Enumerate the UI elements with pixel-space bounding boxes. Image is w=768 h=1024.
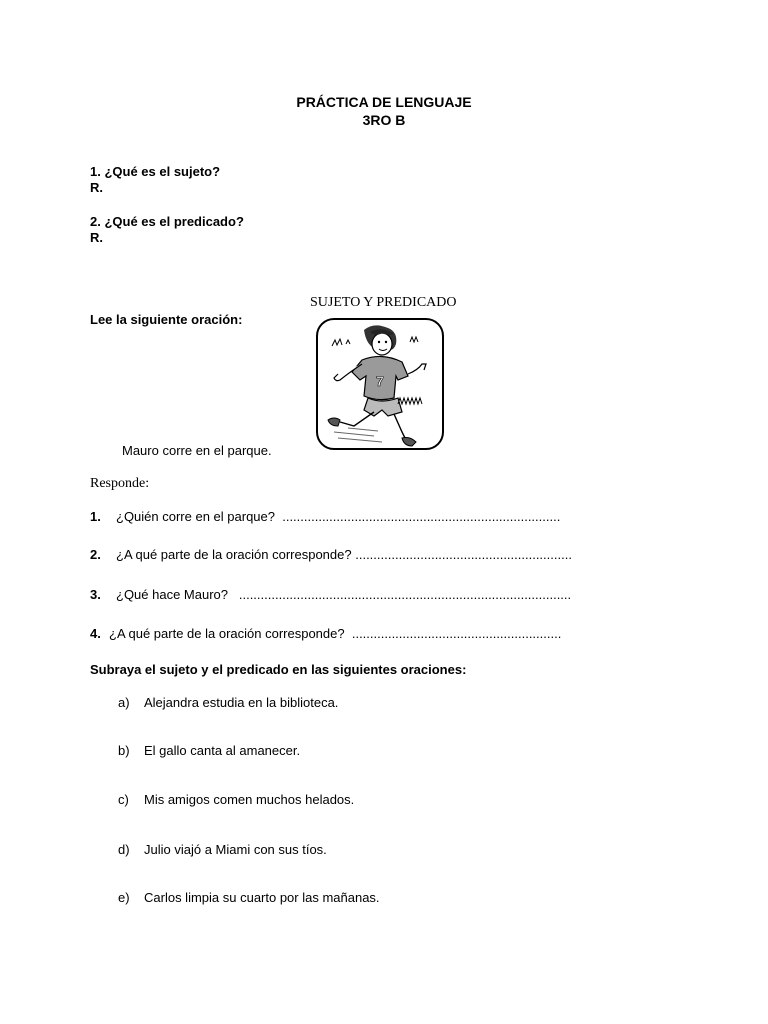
item-question: ¿Quién corre en el parque? [116,509,275,524]
item-letter: b) [118,743,130,758]
item-number: 4. [90,626,101,641]
answer-line[interactable]: ............................................................................................ [238,587,572,602]
subraya-instruction: Subraya el sujeto y el predicado en las siguientes oraciones: [90,662,467,677]
class-name: 3RO B [362,112,406,128]
item-letter: c) [118,792,129,807]
answer-1-label: R. [90,180,103,195]
answer-line[interactable]: ............................................................................. [282,509,561,524]
answer-line[interactable]: ............................................................ [355,547,572,562]
question-1: 1. ¿Qué es el sujeto? [90,164,221,179]
svg-text:7: 7 [376,373,384,389]
responde-label: Responde: [90,476,150,491]
sentence-d [118,842,327,858]
sentence-a [118,695,338,711]
sentence-text: Julio viajó a Miami con sus tíos. [144,842,327,857]
item-letter: d) [118,842,130,857]
responde-item-3 [90,587,571,603]
sentence-c [118,792,354,808]
sentence-text: Mis amigos comen muchos helados. [144,792,355,807]
reading-instruction: Lee la siguiente oración: [90,312,243,327]
sentence-text: Alejandra estudia en la biblioteca. [144,695,339,710]
worksheet-title: PRÁCTICA DE LENGUAJE [296,94,472,110]
item-question: ¿A qué parte de la oración corresponde? [116,547,352,562]
answer-2-label: R. [90,230,103,245]
item-question: ¿A qué parte de la oración corresponde? [109,626,345,641]
item-number: 1. [90,509,101,524]
running-boy-icon [318,320,442,448]
example-sentence: Mauro corre en el parque. [122,443,272,458]
item-letter: e) [118,890,130,905]
item-question: ¿Qué hace Mauro? [116,587,229,602]
item-letter: a) [118,695,130,710]
sentence-b [118,743,300,759]
responde-item-1 [90,509,560,525]
answer-line[interactable]: .......................................................... [351,626,562,641]
figure-title: SUJETO Y PREDICADO [310,295,457,310]
item-number: 3. [90,587,101,602]
sentence-e [118,890,380,906]
responde-item-2 [90,547,572,563]
sentence-text: Carlos limpia su cuarto por las mañanas. [144,890,380,905]
item-number: 2. [90,547,101,562]
responde-item-4 [90,626,561,642]
question-2: 2. ¿Qué es el predicado? [90,214,244,229]
sentence-text: El gallo canta al amanecer. [144,743,301,758]
running-boy-illustration [316,318,444,450]
